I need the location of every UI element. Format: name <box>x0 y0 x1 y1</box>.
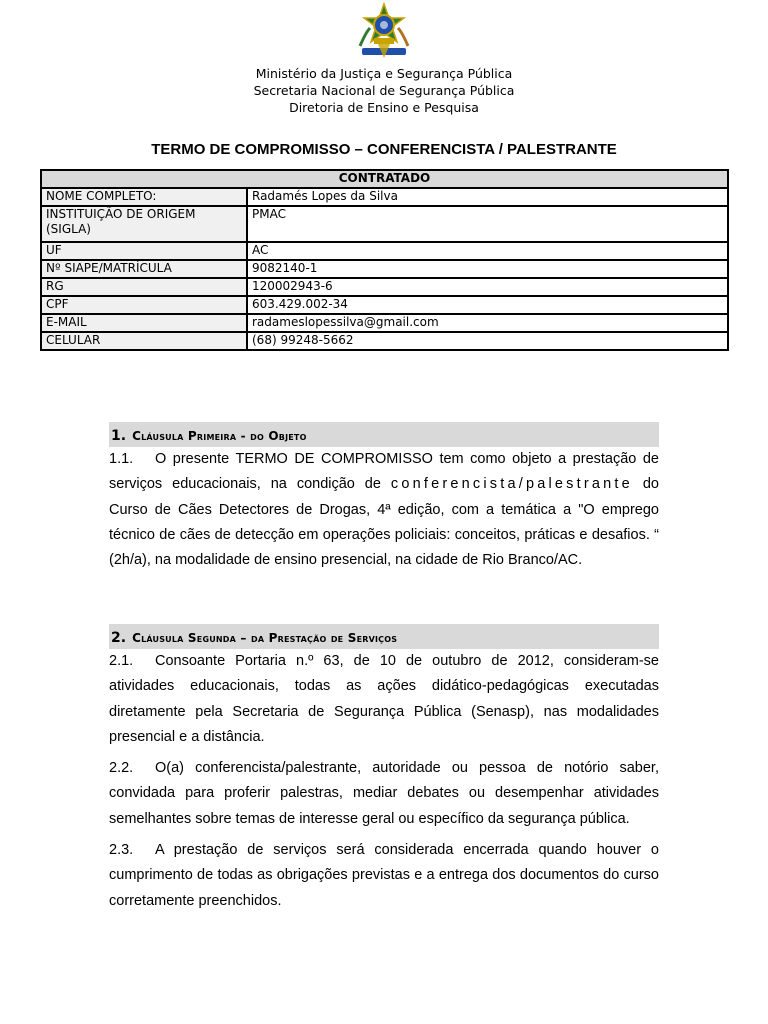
row-label: UF <box>41 242 247 260</box>
table-heading: CONTRATADO <box>41 170 728 188</box>
row-label: NOME COMPLETO: <box>41 188 247 206</box>
table-row <box>41 242 728 260</box>
row-value: Radamés Lopes da Silva <box>247 188 728 206</box>
clause-paragraph <box>109 756 659 832</box>
clause-first <box>109 422 659 573</box>
row-value: 120002943-6 <box>247 278 728 296</box>
paragraph-text-start: O presente TERMO DE COMPROMISSO tem como objeto a prestação de serviços educacionais, na condição de <box>109 451 659 493</box>
ministry-name: Ministério da Justiça e Segurança Pública <box>255 66 513 81</box>
clause-number: 1. <box>111 428 127 444</box>
row-value: AC <box>247 242 728 260</box>
paragraph-number: 2.1. <box>109 653 134 669</box>
clause-number: 2. <box>111 630 127 646</box>
row-value: PMAC <box>247 206 728 242</box>
clause-title: Cláusula Segunda – da Prestação de Serviços <box>132 631 398 645</box>
paragraph-text-end: do Curso de Cães Detectores de Drogas, 4ª edição, com a temática a "O emprego técnico de cães de detecção em operações policiais: conceitos, práticas e desafios. “ (2h/a), na modalidade de ensino presencial, na cidade de Rio Branco/AC. <box>109 476 659 569</box>
table-row <box>41 188 728 206</box>
paragraph-text-spaced: conferencista/palestrante <box>390 476 633 493</box>
row-label: CELULAR <box>41 332 247 350</box>
row-value: radameslopessilva@gmail.com <box>247 314 728 332</box>
secretariat-name: Secretaria Nacional de Segurança Pública <box>253 83 515 98</box>
brazil-coat-of-arms-icon <box>352 2 416 64</box>
clause-heading <box>109 422 659 447</box>
clause-heading <box>109 624 659 649</box>
paragraph-text: O(a) conferencista/palestrante, autoridade ou pessoa de notório saber, convidada para proferir palestras, mediar debates ou desempenhar atividades semelhantes sobre temas de interesse geral ou específico da segurança pública. <box>109 760 659 827</box>
clause-second <box>109 624 659 914</box>
table-row <box>41 296 728 314</box>
table-row <box>41 206 728 242</box>
clause-paragraph <box>109 447 659 573</box>
institution-header <box>0 65 768 116</box>
directorate-name: Diretoria de Ensino e Pesquisa <box>289 100 479 115</box>
row-label: Nº SIAPE/MATRÍCULA <box>41 260 247 278</box>
table-row <box>41 260 728 278</box>
table-row <box>41 278 728 296</box>
row-value: 9082140-1 <box>247 260 728 278</box>
paragraph-text: Consoante Portaria n.º 63, de 10 de outubro de 2012, consideram-se atividades educacionais, todas as ações didático-pedagógicas executadas diretamente pela Secretaria de Segurança Pública (Senasp), nas modalidades presencial e a distância. <box>109 653 659 745</box>
document-title: TERMO DE COMPROMISSO – CONFERENCISTA / PALESTRANTE <box>151 141 617 158</box>
contractor-table <box>40 169 729 351</box>
paragraph-text: A prestação de serviços será considerada encerrada quando houver o cumprimento de todas as obrigações previstas e a entrega dos documentos do curso corretamente preenchidos. <box>109 842 659 909</box>
row-label: INSTITUIÇÃO DE ORIGEM (SIGLA) <box>41 206 247 242</box>
clause-title: Cláusula Primeira - do Objeto <box>132 429 307 443</box>
row-label: E-MAIL <box>41 314 247 332</box>
row-value: (68) 99248-5662 <box>247 332 728 350</box>
row-label: RG <box>41 278 247 296</box>
row-value: 603.429.002-34 <box>247 296 728 314</box>
paragraph-number: 2.3. <box>109 842 134 859</box>
table-row <box>41 332 728 350</box>
row-label: CPF <box>41 296 247 314</box>
paragraph-number: 1.1. <box>109 451 134 467</box>
clause-paragraph <box>109 649 659 750</box>
clause-paragraph <box>109 838 659 914</box>
table-row <box>41 314 728 332</box>
paragraph-number: 2.2. <box>109 760 134 777</box>
